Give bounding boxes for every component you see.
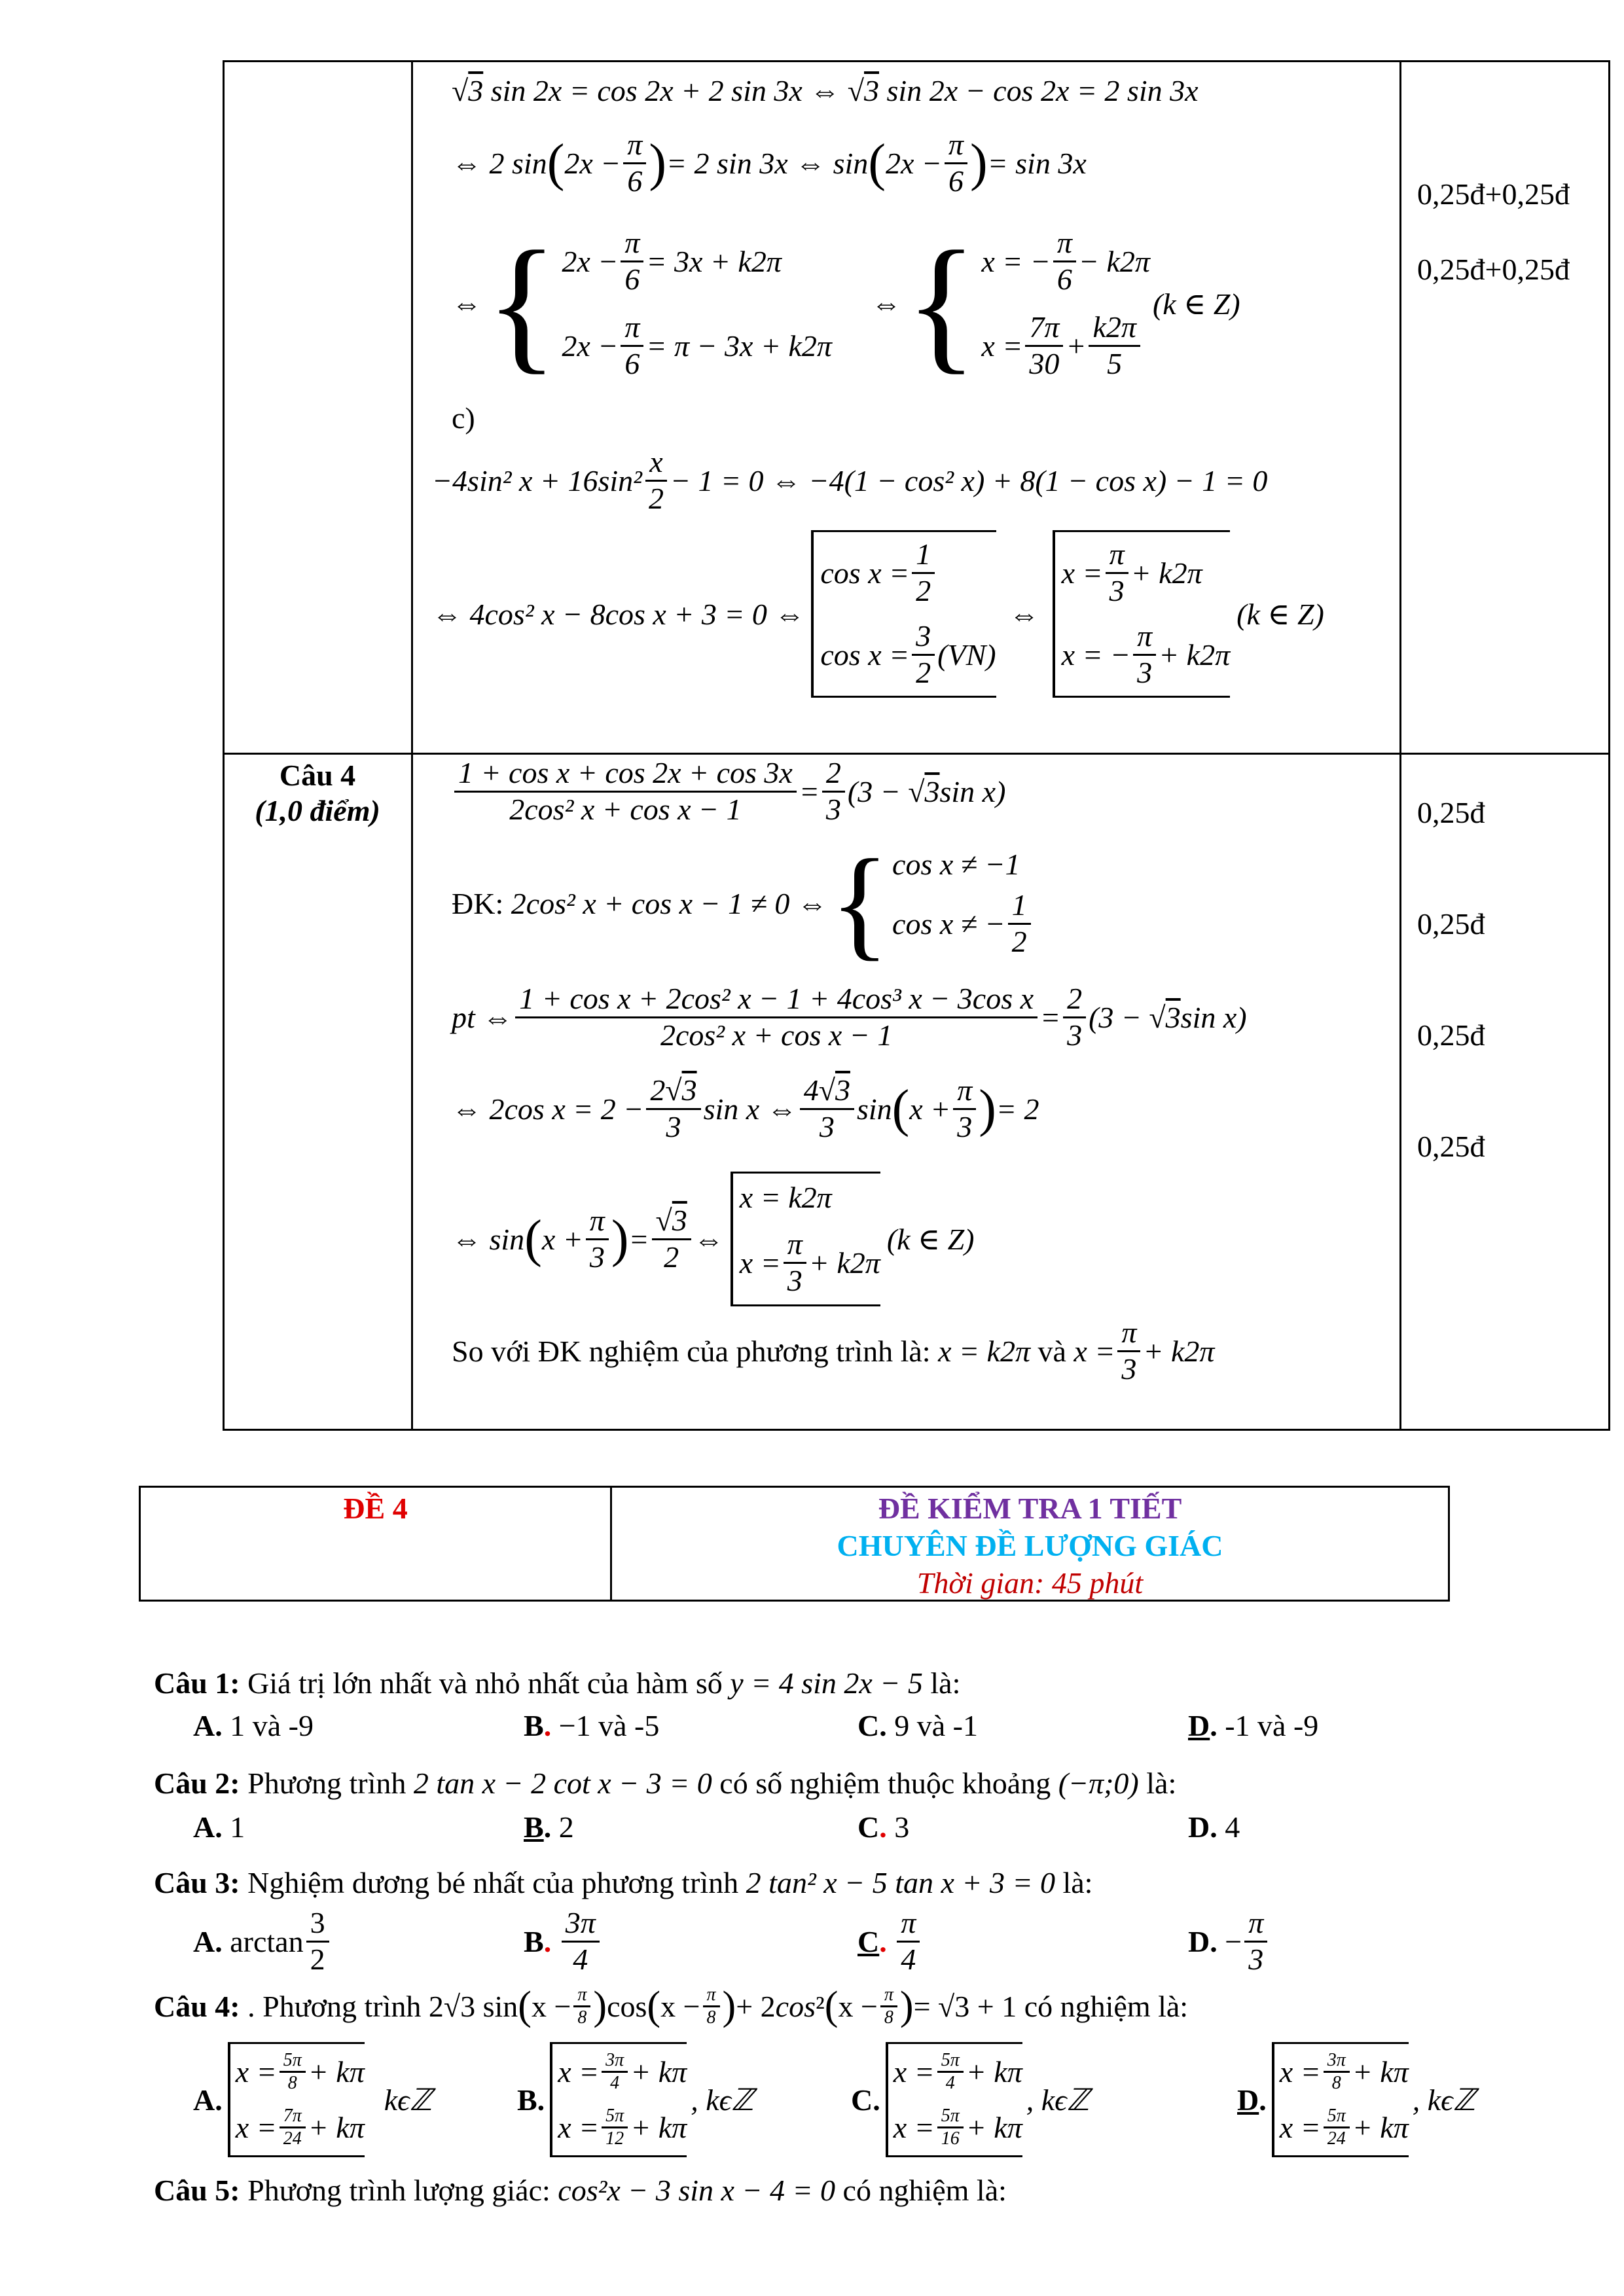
q3-option-a[interactable]: A. arctan $\frac{3}{2}$	[193, 1906, 332, 1977]
exam-time: Thời gian: 45 phút	[916, 1566, 1144, 1600]
question-4-points: (1,0 điểm)	[255, 794, 380, 827]
q4-score-4: 0,25đ	[1417, 1130, 1485, 1163]
question-5: Câu 5: Phương trình lượng giác: cos²x − 3 sin x − 4 = 0 có nghiệm là:	[154, 2174, 1007, 2207]
q4-conclusion: So với ĐK nghiệm của phương trình là: x = k2π và x = $\frac{\pi}{3}$ + k2π	[452, 1316, 1215, 1386]
q2-option-c[interactable]: C. 3	[857, 1810, 910, 1844]
solution-line-3: ⇔ { 2x − $\frac{\pi}{6}$ = 3x + k2π 2x − $\frac{\pi}{6}$ = π − 3x + k2π ⇔ { x = − $\frac{\pi}{6}$ − k2π x = $\frac{7\pi}{30}$ + $\frac{k2\pi}{5}$ (k ∈ Z)	[452, 219, 1240, 387]
q4-option-c[interactable]: C. x = $\frac{5\pi}{4}$ + kπ x = $\frac{5\pi}{16}$ + kπ , kϵℤ	[851, 2042, 1089, 2157]
q4-score-2: 0,25đ	[1417, 907, 1485, 941]
exam-subtitle: CHUYÊN ĐỀ LƯỢNG GIÁC	[837, 1529, 1223, 1562]
exam-number: ĐỀ 4	[343, 1492, 408, 1525]
q4-line-1: $\frac{\text{1 + cos x + cos 2x + cos 3x}}{\text{2cos² x + cos x − 1}}$ = $\frac{2}{3}$ (3 − √ 3 sin x)	[452, 756, 1005, 827]
q1-option-c[interactable]: C. 9 và -1	[857, 1709, 978, 1742]
q2-option-b[interactable]: B. 2	[524, 1810, 574, 1844]
part-c-label: c)	[452, 401, 475, 435]
score-1: 0,25đ+0,25đ	[1417, 177, 1570, 211]
q4-line-2: ĐK: 2cos² x + cos x − 1 ≠ 0 ⇔ { cos x ≠ −1 cos x ≠ − $\frac{1}{2}$	[452, 841, 1034, 965]
q4-line-3: pt ⇔ $\frac{\text{1 + cos x + 2cos² x − 1 + 4cos³ x − 3cos x}}{\text{2cos² x + cos x − 1}}$ = $\frac{2}{3}$ (3 − √ 3 sin x)	[452, 982, 1247, 1052]
question-4-label: Câu 4	[279, 759, 356, 792]
q3-option-b[interactable]: B . $\frac{3\pi}{4}$	[524, 1906, 602, 1977]
q2-option-a[interactable]: A. 1	[193, 1810, 245, 1844]
q4-line-5: ⇔ sin ( x + $\frac{\pi}{3}$ ) = $\frac{√3}{2}$ ⇔ x = k2π x = $\frac{\pi}{3}$ + k2π (k ∈ Z)	[452, 1172, 975, 1306]
solution-line-6: ⇔ 4cos² x − 8cos x + 3 = 0 ⇔ cos x = $\frac{1}{2}$ cos x = $\frac{3}{2}$ (VN) ⇔ x = $\frac{\pi}{3}$ + k2π x = − $\frac{\pi}{3}$ + k2π (k ∈ Z)	[432, 530, 1324, 698]
q4-score-3: 0,25đ	[1417, 1018, 1485, 1052]
q1-option-a[interactable]: A. 1 và -9	[193, 1709, 314, 1742]
score-2: 0,25đ+0,25đ	[1417, 253, 1570, 286]
solution-line-1: √3 sin 2x = cos 2x + 2 sin 3x ⇔ √3 sin 2x − cos 2x = 2 sin 3x	[452, 74, 1199, 107]
q3-option-c[interactable]: C . $\frac{\pi}{4}$	[857, 1906, 922, 1977]
solution-line-5: −4sin² x + 16sin² $\frac{x}{2}$ − 1 = 0 ⇔ −4(1 − cos² x) + 8(1 − cos x) − 1 = 0	[432, 445, 1268, 515]
q3-option-d[interactable]: D. − $\frac{\pi}{3}$	[1188, 1906, 1270, 1977]
question-1: Câu 1: Giá trị lớn nhất và nhỏ nhất của hàm số y = 4 sin 2x − 5 là:	[154, 1666, 961, 1700]
question-2: Câu 2: Phương trình 2 tan x − 2 cot x − 3 = 0 có số nghiệm thuộc khoảng (−π;0) là:	[154, 1767, 1177, 1800]
question-4: Câu 4: . Phương trình 2√3 sin ( x − $\frac{\pi}{8}$ ) cos ( x − $\frac{\pi}{8}$ ) + 2 cos ² ( x − $\frac{\pi}{8}$ ) = √3 + 1 có nghiệm là:	[154, 1984, 1189, 2028]
exam-title: ĐỀ KIỂM TRA 1 TIẾT	[878, 1492, 1182, 1525]
q4-option-b[interactable]: B. x = $\frac{3\pi}{4}$ + kπ x = $\frac{5\pi}{12}$ + kπ , kϵℤ	[517, 2042, 753, 2157]
q4-option-d[interactable]: D . x = $\frac{3\pi}{8}$ + kπ x = $\frac{5\pi}{24}$ + kπ , kϵℤ	[1237, 2042, 1475, 2157]
q4-score-1: 0,25đ	[1417, 796, 1485, 829]
solution-line-2: ⇔ 2 sin ( 2x − $\frac{\pi}{6}$ ) = 2 sin 3x ⇔ sin ( 2x − $\frac{\pi}{6}$ ) = sin 3x	[452, 128, 1087, 198]
q4-line-4: ⇔ 2cos x = 2 − $\frac{2√3}{3}$ sin x ⇔ $\frac{4√3}{3}$ sin ( x + $\frac{\pi}{3}$ ) = 2	[452, 1073, 1039, 1143]
q4-option-a[interactable]: A. x = $\frac{5\pi}{8}$ + kπ x = $\frac{7\pi}{24}$ + kπ kϵℤ	[193, 2042, 432, 2157]
q1-option-b[interactable]: B. −1 và -5	[524, 1709, 660, 1742]
q2-option-d[interactable]: D. 4	[1188, 1810, 1240, 1844]
question-3: Câu 3: Nghiệm dương bé nhất của phương trình 2 tan² x − 5 tan x + 3 = 0 là:	[154, 1866, 1093, 1899]
q1-option-d[interactable]: D. -1 và -9	[1188, 1709, 1319, 1742]
